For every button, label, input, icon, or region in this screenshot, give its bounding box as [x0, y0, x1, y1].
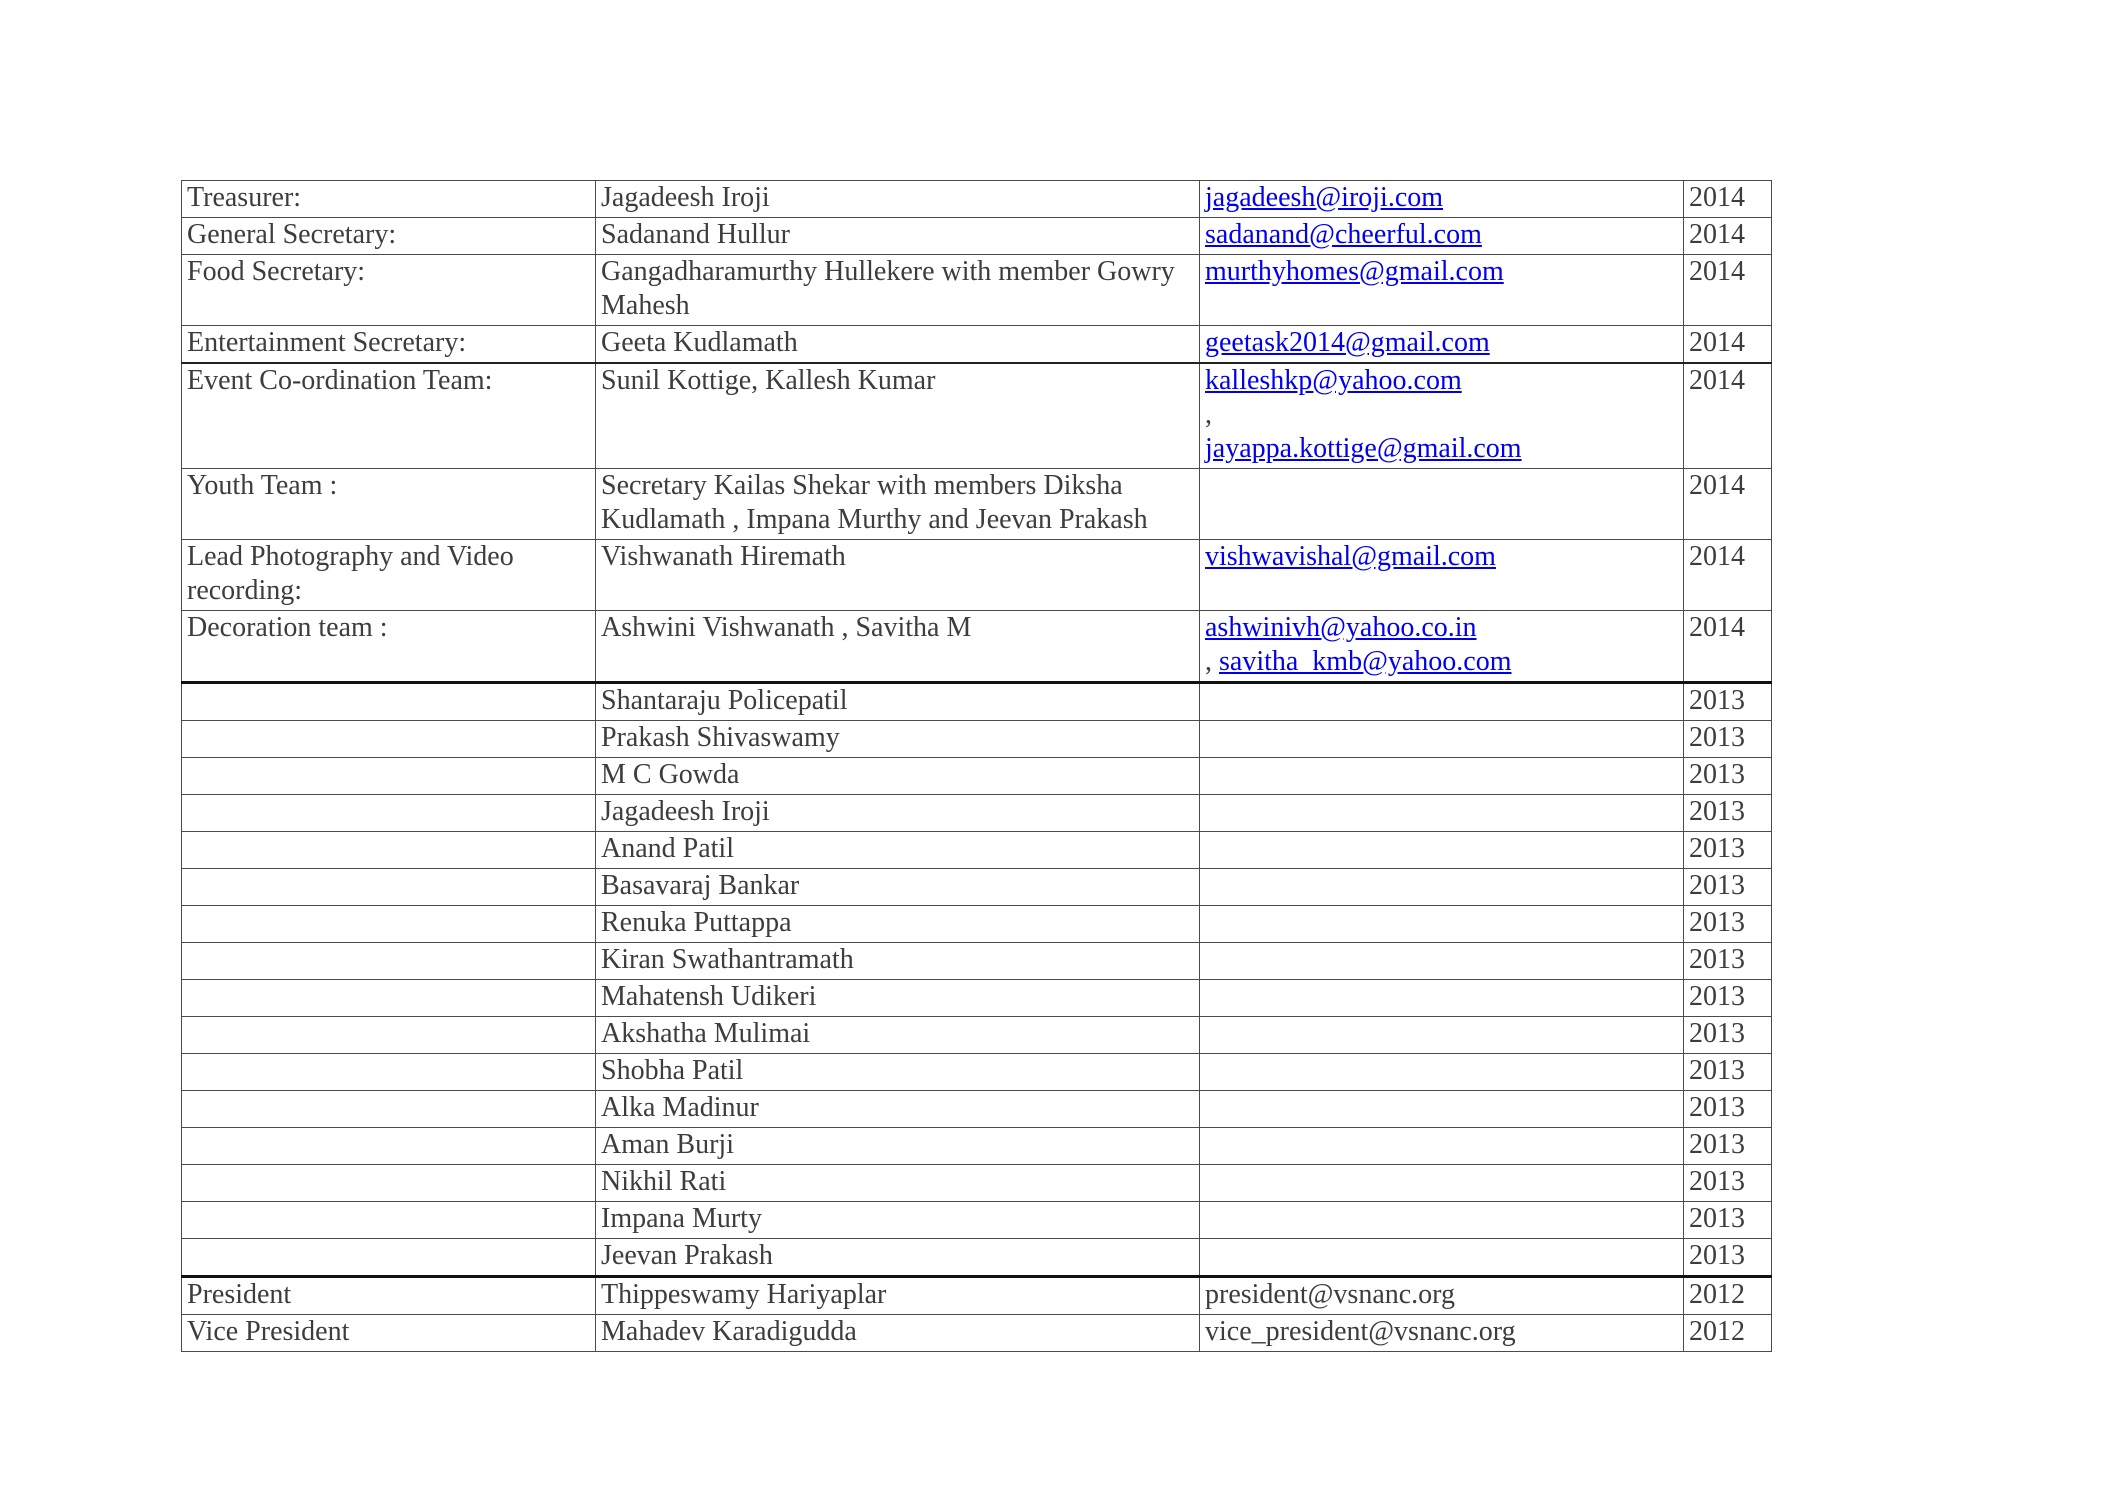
year-cell: 2014 [1684, 218, 1772, 255]
email-cell [1200, 832, 1684, 869]
name-cell: Jeevan Prakash [596, 1239, 1200, 1277]
name-cell: Nikhil Rati [596, 1165, 1200, 1202]
table-row [182, 832, 1772, 869]
table-row [182, 758, 1772, 795]
year-cell: 2013 [1684, 721, 1772, 758]
email-cell [1200, 1054, 1684, 1091]
year-cell: 2013 [1684, 1202, 1772, 1239]
name-cell: Gangadharamurthy Hullekere with member Gowry Mahesh [596, 255, 1200, 326]
name-cell: Prakash Shivaswamy [596, 721, 1200, 758]
email-link[interactable]: vishwavishal@gmail.com [1205, 541, 1496, 572]
table-row [182, 869, 1772, 906]
email-link[interactable]: kalleshkp@yahoo.com [1205, 365, 1462, 396]
table-row [182, 1277, 1772, 1315]
email-cell [1200, 1017, 1684, 1054]
name-cell: Jagadeesh Iroji [596, 795, 1200, 832]
role-cell [182, 795, 596, 832]
email-line [1205, 326, 1679, 360]
table-row [182, 326, 1772, 364]
table-row [182, 1128, 1772, 1165]
year-cell: 2013 [1684, 795, 1772, 832]
name-cell: Ashwini Vishwanath , Savitha M [596, 611, 1200, 683]
name-cell: Anand Patil [596, 832, 1200, 869]
year-cell: 2013 [1684, 1054, 1772, 1091]
table-row [182, 218, 1772, 255]
email-line [1205, 255, 1679, 289]
role-cell: General Secretary: [182, 218, 596, 255]
year-cell: 2014 [1684, 326, 1772, 364]
name-cell: Jagadeesh Iroji [596, 181, 1200, 218]
year-cell: 2013 [1684, 758, 1772, 795]
name-cell: Geeta Kudlamath [596, 326, 1200, 364]
role-cell: Event Co-ordination Team: [182, 363, 596, 469]
email-link[interactable]: sadanand@cheerful.com [1205, 219, 1482, 250]
email-link[interactable]: murthyhomes@gmail.com [1205, 256, 1504, 287]
table-row [182, 683, 1772, 721]
role-cell [182, 683, 596, 721]
email-cell [1200, 906, 1684, 943]
table-row [182, 943, 1772, 980]
email-link[interactable]: jagadeesh@iroji.com [1205, 182, 1444, 213]
role-cell: Vice President [182, 1315, 596, 1352]
role-cell [182, 980, 596, 1017]
name-cell: Renuka Puttappa [596, 906, 1200, 943]
email-cell [1200, 363, 1684, 469]
year-cell: 2014 [1684, 255, 1772, 326]
role-cell [182, 1165, 596, 1202]
table-row [182, 906, 1772, 943]
table-row [182, 611, 1772, 683]
role-cell: President [182, 1277, 596, 1315]
role-cell [182, 1091, 596, 1128]
year-cell: 2013 [1684, 980, 1772, 1017]
email-cell [1200, 181, 1684, 218]
email-cell [1200, 469, 1684, 540]
email-cell [1200, 255, 1684, 326]
name-cell: Impana Murty [596, 1202, 1200, 1239]
table-row [182, 540, 1772, 611]
table-row [182, 1239, 1772, 1277]
table-row [182, 1091, 1772, 1128]
name-cell: Sunil Kottige, Kallesh Kumar [596, 363, 1200, 469]
email-text: , [1205, 646, 1219, 677]
table-row [182, 181, 1772, 218]
name-cell: Secretary Kailas Shekar with members Diksha Kudlamath , Impana Murthy and Jeevan Prakash [596, 469, 1200, 540]
role-cell [182, 943, 596, 980]
email-link[interactable]: ashwinivh@yahoo.co.in [1205, 612, 1477, 643]
year-cell: 2014 [1684, 540, 1772, 611]
email-cell [1200, 1315, 1684, 1352]
role-cell: Decoration team : [182, 611, 596, 683]
email-text: , [1205, 399, 1212, 430]
email-line [1205, 398, 1679, 432]
email-line [1205, 181, 1679, 215]
email-line [1205, 218, 1679, 252]
table-row [182, 469, 1772, 540]
year-cell: 2012 [1684, 1315, 1772, 1352]
year-cell: 2013 [1684, 1239, 1772, 1277]
email-cell [1200, 1165, 1684, 1202]
role-cell [182, 906, 596, 943]
name-cell: Akshatha Mulimai [596, 1017, 1200, 1054]
name-cell: M C Gowda [596, 758, 1200, 795]
role-cell [182, 869, 596, 906]
year-cell: 2012 [1684, 1277, 1772, 1315]
name-cell: Aman Burji [596, 1128, 1200, 1165]
year-cell: 2013 [1684, 832, 1772, 869]
email-text: vice_president@vsnanc.org [1205, 1316, 1516, 1347]
year-cell: 2013 [1684, 906, 1772, 943]
role-cell [182, 832, 596, 869]
email-cell [1200, 683, 1684, 721]
name-cell: Shobha Patil [596, 1054, 1200, 1091]
year-cell: 2013 [1684, 683, 1772, 721]
email-cell [1200, 611, 1684, 683]
email-link[interactable]: savitha_kmb@yahoo.com [1219, 646, 1512, 677]
table-row [182, 980, 1772, 1017]
role-cell [182, 1128, 596, 1165]
name-cell: Thippeswamy Hariyaplar [596, 1277, 1200, 1315]
role-cell: Youth Team : [182, 469, 596, 540]
email-line [1205, 645, 1679, 679]
officers-table [181, 180, 1772, 1352]
table-row [182, 255, 1772, 326]
role-cell [182, 1202, 596, 1239]
email-link[interactable]: geetask2014@gmail.com [1205, 327, 1490, 358]
name-cell: Kiran Swathantramath [596, 943, 1200, 980]
name-cell: Sadanand Hullur [596, 218, 1200, 255]
table-row [182, 1202, 1772, 1239]
table-row [182, 1054, 1772, 1091]
year-cell: 2013 [1684, 1165, 1772, 1202]
year-cell: 2013 [1684, 1017, 1772, 1054]
email-cell [1200, 1091, 1684, 1128]
email-line [1205, 540, 1679, 574]
table-row [182, 1017, 1772, 1054]
email-cell [1200, 1239, 1684, 1277]
email-line [1205, 1278, 1679, 1312]
role-cell: Lead Photography and Video recording: [182, 540, 596, 611]
email-cell [1200, 1277, 1684, 1315]
year-cell: 2013 [1684, 1091, 1772, 1128]
email-line [1205, 611, 1679, 645]
year-cell: 2014 [1684, 469, 1772, 540]
table-body [182, 181, 1772, 1352]
email-cell [1200, 758, 1684, 795]
year-cell: 2014 [1684, 181, 1772, 218]
role-cell: Treasurer: [182, 181, 596, 218]
year-cell: 2014 [1684, 611, 1772, 683]
role-cell [182, 1054, 596, 1091]
name-cell: Mahadev Karadigudda [596, 1315, 1200, 1352]
email-text: president@vsnanc.org [1205, 1279, 1455, 1310]
email-cell [1200, 795, 1684, 832]
email-cell [1200, 218, 1684, 255]
table-row [182, 795, 1772, 832]
table-row [182, 721, 1772, 758]
year-cell: 2013 [1684, 869, 1772, 906]
email-link[interactable]: jayappa.kottige@gmail.com [1205, 433, 1522, 464]
role-cell: Entertainment Secretary: [182, 326, 596, 364]
role-cell [182, 1239, 596, 1277]
role-cell [182, 721, 596, 758]
table-row [182, 363, 1772, 469]
name-cell: Vishwanath Hiremath [596, 540, 1200, 611]
table-row [182, 1165, 1772, 1202]
name-cell: Basavaraj Bankar [596, 869, 1200, 906]
email-cell [1200, 1128, 1684, 1165]
year-cell: 2014 [1684, 363, 1772, 469]
email-cell [1200, 721, 1684, 758]
role-cell [182, 1017, 596, 1054]
year-cell: 2013 [1684, 943, 1772, 980]
email-cell [1200, 540, 1684, 611]
email-line [1205, 364, 1679, 398]
email-cell [1200, 1202, 1684, 1239]
name-cell: Alka Madinur [596, 1091, 1200, 1128]
year-cell: 2013 [1684, 1128, 1772, 1165]
role-cell: Food Secretary: [182, 255, 596, 326]
table-row [182, 1315, 1772, 1352]
email-line [1205, 1315, 1679, 1349]
email-cell [1200, 980, 1684, 1017]
email-cell [1200, 943, 1684, 980]
role-cell [182, 758, 596, 795]
name-cell: Shantaraju Policepatil [596, 683, 1200, 721]
email-cell [1200, 869, 1684, 906]
email-cell [1200, 326, 1684, 364]
name-cell: Mahatensh Udikeri [596, 980, 1200, 1017]
email-line [1205, 432, 1679, 466]
